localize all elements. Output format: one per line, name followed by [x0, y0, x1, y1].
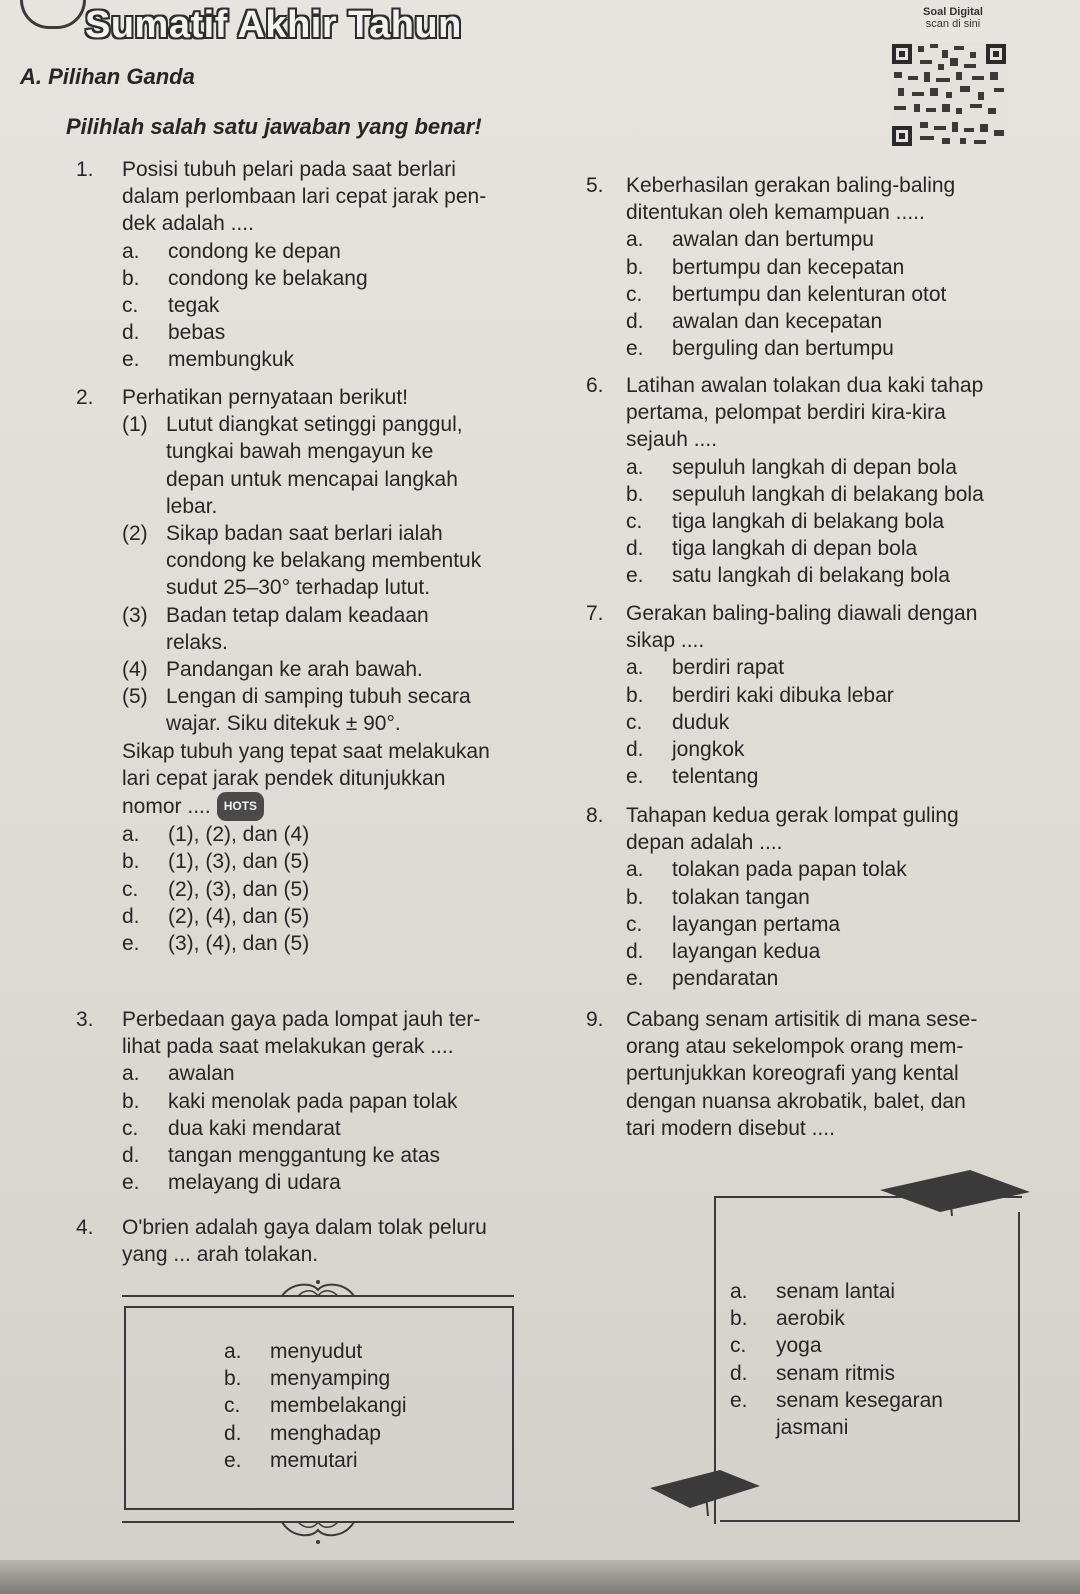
statement-number: (3)	[122, 603, 148, 627]
question-text-line: lari cepat jarak pendek ditunjukkan	[122, 766, 446, 790]
option-letter: a.	[626, 455, 644, 479]
question-intro: Perhatikan pernyataan berikut!	[122, 386, 409, 409]
option-text: senam lantai	[776, 1280, 896, 1303]
option-text: sepuluh langkah di depan bola	[672, 455, 957, 479]
question-number: 6.	[586, 374, 604, 397]
option-text: tangan menggantung ke atas	[168, 1144, 441, 1168]
statement-2	[122, 520, 516, 602]
option-letter: a.	[224, 1340, 242, 1363]
option-letter: e.	[626, 967, 644, 991]
answer-option[interactable]	[122, 1142, 516, 1169]
answer-option[interactable]	[626, 308, 1026, 335]
statement-line: wajar. Siku ditekuk ± 90°.	[166, 712, 401, 736]
option-text: (3), (4), dan (5)	[168, 932, 310, 956]
answer-option[interactable]	[122, 903, 516, 930]
instruction: Pilihlah salah satu jawaban yang benar!	[66, 114, 482, 139]
option-text: tolakan tangan	[672, 885, 810, 909]
answer-option[interactable]	[730, 1387, 1010, 1414]
answer-option[interactable]	[730, 1305, 1010, 1332]
answer-option[interactable]	[626, 965, 1026, 992]
qr-label-line1: Soal Digital	[923, 6, 983, 18]
answer-option[interactable]	[224, 1365, 504, 1392]
answer-option[interactable]	[626, 736, 1026, 763]
option-text: jongkok	[672, 738, 745, 762]
answer-option[interactable]	[626, 335, 1026, 362]
option-text: berdiri kaki dibuka lebar	[672, 683, 894, 707]
option-text: awalan	[168, 1062, 235, 1086]
question-text-line: Posisi tubuh pelari pada saat berlari	[122, 158, 456, 181]
option-text: senam kesegaran	[776, 1388, 943, 1412]
option-letter: b.	[730, 1307, 748, 1331]
question-7	[586, 600, 1026, 790]
answer-option[interactable]	[626, 856, 1026, 883]
statement-line: Badan tetap dalam keadaan	[166, 603, 429, 627]
answer-option[interactable]	[730, 1278, 1010, 1305]
option-letter: d.	[626, 940, 644, 964]
option-text: berguling dan bertumpu	[672, 337, 894, 361]
answer-option[interactable]	[122, 876, 516, 903]
question-text-line: depan adalah ....	[626, 831, 783, 855]
question-number: 4.	[76, 1216, 94, 1239]
question-text-line: lihat pada saat melakukan gerak ....	[122, 1035, 454, 1059]
question-text-line: Latihan awalan tolakan dua kaki tahap	[626, 374, 984, 397]
question-text-line: Keberhasilan gerakan baling-baling	[626, 174, 956, 197]
option-text: tolakan pada papan tolak	[672, 858, 907, 882]
option-letter: e.	[626, 765, 644, 789]
question-number: 9.	[586, 1008, 604, 1031]
option-letter: a.	[122, 823, 140, 847]
option-letter: d.	[626, 738, 644, 762]
qr-label-line2: scan di sini	[925, 18, 981, 30]
option-text: layangan pertama	[672, 912, 841, 936]
option-letter: b.	[122, 1089, 140, 1113]
question-3	[76, 1006, 516, 1196]
answer-option[interactable]	[730, 1332, 1010, 1359]
question-text-line: pertunjukkan koreografi yang kental	[626, 1062, 959, 1086]
question-text-line: orang atau sekelompok orang mem-	[626, 1035, 964, 1059]
option-text: memutari	[270, 1448, 358, 1472]
option-text: bertumpu dan kelenturan otot	[672, 282, 947, 306]
option-letter: e.	[626, 337, 644, 361]
option-text: bertumpu dan kecepatan	[672, 255, 905, 279]
question-4	[76, 1214, 516, 1268]
option-text: sepuluh langkah di belakang bola	[672, 482, 984, 506]
option-text: bebas	[168, 321, 226, 345]
statement-number: (4)	[122, 658, 148, 682]
answer-option[interactable]	[626, 481, 1026, 508]
question-text-line: tari modern disebut ....	[626, 1116, 835, 1140]
hots-badge: HOTS	[217, 792, 264, 821]
question-5	[586, 172, 1026, 362]
option-text: awalan dan kecepatan	[672, 310, 883, 334]
answer-option[interactable]	[122, 319, 506, 346]
option-text: membelakangi	[270, 1394, 407, 1418]
answer-option[interactable]	[122, 238, 506, 265]
option-letter: b.	[626, 482, 644, 506]
question-text-line: Cabang senam artisitik di mana sese-	[626, 1008, 978, 1031]
option-text: satu langkah di belakang bola	[672, 564, 950, 588]
ornament-bottom-icon	[122, 1512, 514, 1552]
page-bottom-edge	[0, 1560, 1080, 1594]
option-letter: d.	[730, 1361, 748, 1385]
question-text-line: ditentukan oleh kemampuan .....	[626, 201, 925, 225]
option-text: menyamping	[270, 1367, 391, 1391]
statement-line: Sikap badan saat berlari ialah	[166, 522, 443, 546]
option-letter: b.	[122, 850, 140, 874]
option-text: pendaratan	[672, 967, 779, 991]
option-text: awalan dan bertumpu	[672, 228, 874, 252]
answer-option[interactable]	[122, 821, 516, 848]
statement-number: (5)	[122, 685, 148, 709]
answer-option[interactable]	[626, 454, 1026, 481]
question-text-line: Tahapan kedua gerak lompat guling	[626, 804, 959, 827]
answer-option[interactable]	[122, 1115, 516, 1142]
answer-option[interactable]	[122, 265, 506, 292]
option-letter: b.	[626, 885, 644, 909]
question-number: 5.	[586, 174, 604, 197]
answer-option[interactable]	[626, 254, 1026, 281]
answer-option[interactable]	[122, 1088, 516, 1115]
option-letter: b.	[626, 683, 644, 707]
answer-option[interactable]	[626, 911, 1026, 938]
answer-option[interactable]	[626, 535, 1026, 562]
answer-box-q9-bottom-edge	[720, 1520, 1020, 1522]
question-number: 3.	[76, 1008, 94, 1031]
statement-number: (1)	[122, 413, 148, 437]
qr-label	[888, 6, 1018, 30]
statement-number: (2)	[122, 522, 148, 546]
answer-option[interactable]	[224, 1338, 504, 1365]
question-text-line: dek adalah ....	[122, 212, 254, 236]
option-letter: a.	[626, 228, 644, 252]
question-number: 7.	[586, 602, 604, 625]
answer-option[interactable]	[122, 1060, 516, 1087]
answer-option[interactable]	[122, 346, 506, 373]
option-letter: d.	[122, 1144, 140, 1168]
q4-options	[224, 1338, 504, 1474]
answer-option[interactable]	[122, 930, 516, 957]
statement-line: sudut 25–30° terhadap lutut.	[166, 576, 431, 600]
option-letter: a.	[626, 656, 644, 680]
question-8	[586, 802, 1026, 992]
option-letter: b.	[626, 255, 644, 279]
option-letter: b.	[122, 266, 140, 290]
option-text: condong ke depan	[168, 239, 341, 263]
option-letter: e.	[626, 564, 644, 588]
option-text: duduk	[672, 710, 730, 734]
question-text-line: sejauh ....	[626, 428, 718, 452]
option-letter: c.	[224, 1394, 241, 1418]
question-text-line: O'brien adalah gaya dalam tolak peluru	[122, 1216, 487, 1239]
answer-box-q9-right-edge	[1018, 1212, 1020, 1522]
answer-option[interactable]	[626, 884, 1026, 911]
option-letter: a.	[122, 1062, 140, 1086]
option-letter: c.	[122, 1116, 139, 1140]
section-heading: A. Pilihan Ganda	[20, 64, 195, 89]
option-letter: d.	[122, 904, 140, 928]
option-letter: e.	[122, 932, 140, 956]
option-text: (2), (3), dan (5)	[168, 877, 310, 901]
option-text: menyudut	[270, 1340, 363, 1363]
answer-option[interactable]	[626, 562, 1026, 589]
question-9	[586, 1006, 1032, 1142]
option-text: (1), (2), dan (4)	[168, 823, 310, 847]
question-text-line: dengan nuansa akrobatik, balet, dan	[626, 1089, 966, 1113]
answer-option[interactable]	[626, 226, 1026, 253]
answer-option[interactable]	[626, 709, 1026, 736]
question-text-line: Sikap tubuh yang tepat saat melakukan	[122, 739, 490, 763]
option-letter: d.	[122, 321, 140, 345]
answer-option[interactable]	[224, 1447, 504, 1474]
answer-option[interactable]	[224, 1420, 504, 1447]
option-text: condong ke belakang	[168, 266, 368, 290]
answer-option[interactable]	[626, 281, 1026, 308]
statement-line: relaks.	[166, 630, 228, 654]
question-text-line: Perbedaan gaya pada lompat jauh ter-	[122, 1008, 481, 1031]
question-6	[586, 372, 1026, 590]
option-letter: c.	[626, 510, 643, 534]
option-text-continued: jasmani	[776, 1416, 849, 1440]
question-1	[76, 156, 506, 374]
question-text-line: nomor ....	[122, 795, 211, 819]
option-letter: d.	[626, 537, 644, 561]
answer-option[interactable]	[122, 848, 516, 875]
question-2	[76, 384, 516, 957]
option-letter: e.	[122, 348, 140, 372]
answer-option[interactable]	[224, 1392, 504, 1419]
option-text: senam ritmis	[776, 1361, 896, 1385]
q9-options	[730, 1278, 1010, 1441]
option-letter: e.	[122, 1171, 140, 1195]
question-text-line: dalam perlombaan lari cepat jarak pen-	[122, 185, 487, 209]
option-text: membungkuk	[168, 348, 295, 372]
statement-line: condong ke belakang membentuk	[166, 549, 482, 573]
option-letter: c.	[122, 294, 139, 318]
statement-line: lebar.	[166, 494, 218, 518]
answer-option[interactable]	[122, 292, 506, 319]
page-title: Sumatif Akhir Tahun	[85, 4, 462, 46]
statement-1	[122, 411, 516, 520]
answer-option[interactable]	[626, 508, 1026, 535]
statement-line: depan untuk mencapai langkah	[166, 467, 458, 491]
option-text: layangan kedua	[672, 940, 821, 964]
option-letter: c.	[626, 282, 643, 306]
option-text: telentang	[672, 765, 759, 789]
answer-option[interactable]	[730, 1360, 1010, 1387]
statement-line: Lengan di samping tubuh secara	[166, 685, 471, 709]
option-letter: c.	[122, 877, 139, 901]
option-text: aerobik	[776, 1307, 845, 1331]
option-text: tiga langkah di depan bola	[672, 537, 918, 561]
answer-option[interactable]	[626, 763, 1026, 790]
option-letter: c.	[626, 710, 643, 734]
option-letter: a.	[626, 858, 644, 882]
option-letter: d.	[224, 1421, 242, 1445]
answer-option[interactable]	[626, 682, 1026, 709]
option-text: berdiri rapat	[672, 656, 785, 680]
option-letter: a.	[730, 1280, 748, 1303]
question-number: 8.	[586, 804, 604, 827]
option-text: yoga	[776, 1334, 822, 1358]
answer-option[interactable]	[122, 1169, 516, 1196]
option-text: melayang di udara	[168, 1171, 341, 1195]
option-letter: e.	[730, 1388, 748, 1412]
question-text-line: yang ... arah tolakan.	[122, 1243, 319, 1267]
option-text: tiga langkah di belakang bola	[672, 510, 945, 534]
option-text: tegak	[168, 294, 220, 318]
question-text-line: sikap ....	[626, 629, 705, 653]
question-text-line: Gerakan baling-baling diawali dengan	[626, 602, 978, 625]
option-letter: a.	[122, 239, 140, 263]
option-text: (1), (3), dan (5)	[168, 850, 310, 874]
qr-code-icon[interactable]	[890, 42, 1008, 148]
statement-3	[122, 602, 516, 656]
statement-5	[122, 683, 516, 737]
option-letter: b.	[224, 1367, 242, 1391]
graduation-cap-icon	[650, 1464, 760, 1520]
statement-line: Pandangan ke arah bawah.	[166, 658, 423, 682]
option-text: menghadap	[270, 1421, 381, 1445]
statement-line: tungkai bawah mengayun ke	[166, 440, 434, 464]
question-number: 1.	[76, 158, 94, 181]
option-letter: c.	[730, 1334, 747, 1358]
question-number: 2.	[76, 386, 94, 409]
option-text: (2), (4), dan (5)	[168, 904, 310, 928]
statement-4	[122, 656, 516, 683]
option-text: kaki menolak pada papan tolak	[168, 1089, 458, 1113]
question-text-line: pertama, pelompat berdiri kira-kira	[626, 401, 946, 425]
option-letter: d.	[626, 310, 644, 334]
answer-option[interactable]	[626, 938, 1026, 965]
option-text: dua kaki mendarat	[168, 1116, 341, 1140]
option-letter: c.	[626, 912, 643, 936]
answer-option[interactable]	[626, 654, 1026, 681]
statement-line: Lutut diangkat setinggi panggul,	[166, 413, 463, 437]
option-letter: e.	[224, 1448, 242, 1472]
